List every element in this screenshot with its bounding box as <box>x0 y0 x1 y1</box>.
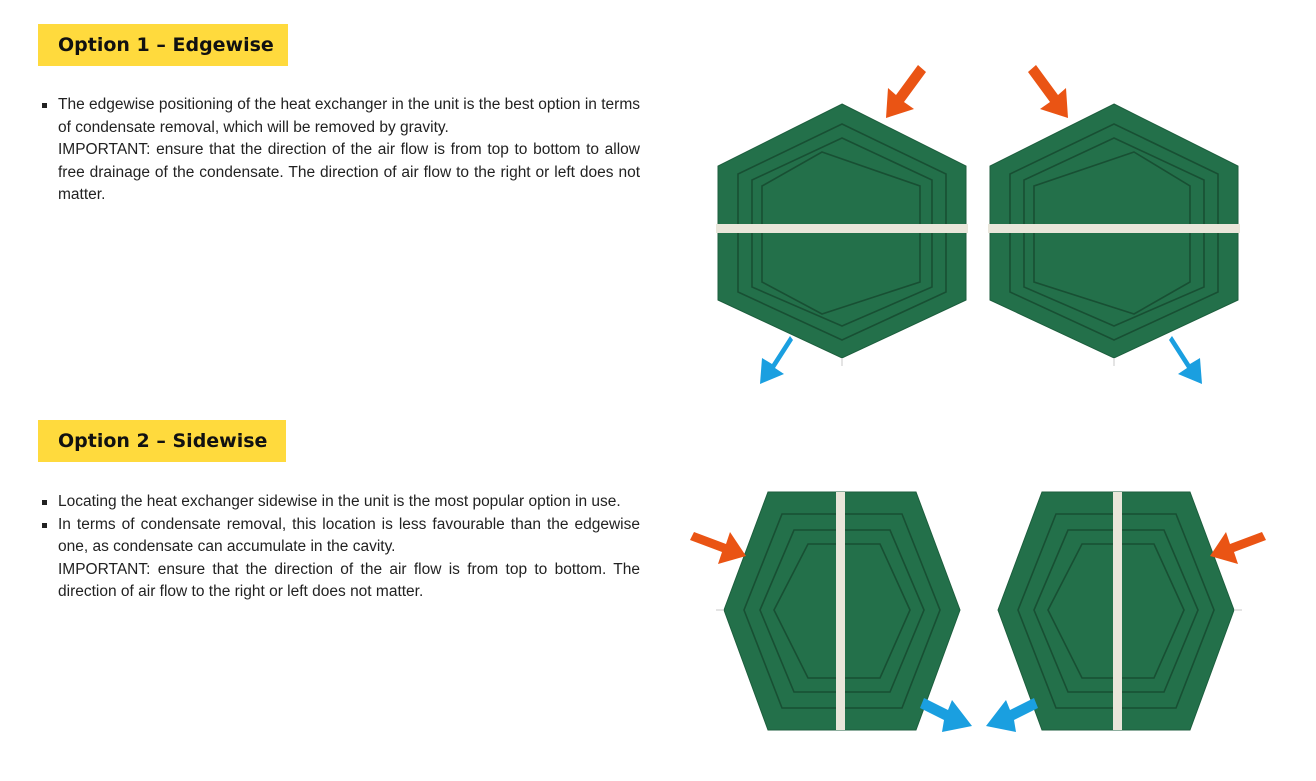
heat-exchanger-right <box>988 104 1240 366</box>
heat-exchanger-left <box>716 104 968 366</box>
heat-exchanger-right <box>998 492 1242 730</box>
arrow-orange-icon <box>1210 532 1266 564</box>
arrow-orange-icon <box>690 532 746 564</box>
option-2-bullet-2-text: In terms of condensate removal, this location is less favourable than the edgewise one, as condensate can accumulate in the cavity. <box>58 515 640 555</box>
bullet-icon <box>42 500 47 505</box>
bullet-icon <box>42 103 47 108</box>
option-1-bullet-1-important: IMPORTANT: ensure that the direction of the air flow is from top to bottom to allow free drainage of the condensate. The direction of air flow to the right or left does not matter. <box>58 141 640 203</box>
option-2-bullet-2-important: IMPORTANT: ensure that the direction of the air flow is from top to bottom. The direction of air flow to the right or left does not matter. <box>58 560 640 600</box>
edgewise-diagram <box>690 62 1290 392</box>
arrow-orange-icon <box>886 65 926 118</box>
bullet-icon <box>42 523 47 528</box>
option-1-bullet-1-text: The edgewise positioning of the heat exchanger in the unit is the best option in terms of condensate removal, which will be removed by gravity. <box>58 96 640 136</box>
option-2-heading: Option 2 – Sidewise <box>38 420 286 462</box>
list-item <box>40 94 640 207</box>
arrow-blue-icon <box>920 698 972 732</box>
arrow-blue-icon <box>986 698 1038 732</box>
option-2-bullet-1-text: Locating the heat exchanger sidewise in the unit is the most popular option in use. <box>58 493 621 510</box>
arrow-blue-icon <box>760 336 793 384</box>
heat-exchanger-left <box>716 492 960 730</box>
option-2-list <box>40 491 640 604</box>
arrow-blue-icon <box>1169 336 1202 384</box>
list-item <box>40 491 640 514</box>
list-item <box>40 514 640 604</box>
sidewise-diagram <box>690 480 1290 740</box>
arrow-orange-icon <box>1028 65 1068 118</box>
option-1-heading: Option 1 – Edgewise <box>38 24 288 66</box>
option-1-list <box>40 94 640 207</box>
